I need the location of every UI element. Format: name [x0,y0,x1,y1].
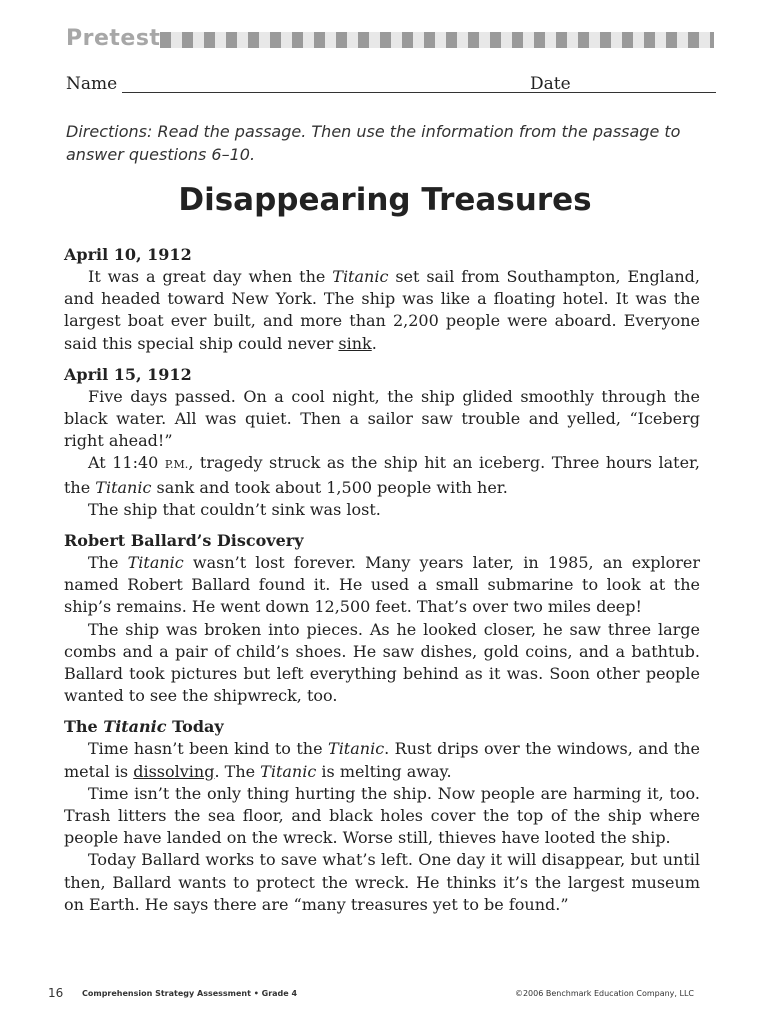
date-label: Date [530,74,571,94]
checker-bar [160,32,714,48]
section-heading: April 15, 1912 [64,364,192,384]
paragraph: The Titanic wasn’t lost forever. Many years later, in 1985, an explorer named Robert Ballard found it. He used a small submarine to look at the ship’s remains. He went down 12,500 feet. That’s over two miles deep! [64,553,700,617]
vocab-sink: sink [338,333,372,353]
name-field[interactable] [122,92,590,93]
name-date-row [66,74,716,100]
paragraph: Time hasn’t been kind to the Titanic. Rust drips over the windows, and the metal is dissolving. The Titanic is melting away. [64,739,700,781]
paragraph: Today Ballard works to save what’s left. One day it will disappear, but until then, Ballard wants to protect the wreck. He thinks it’s the largest museum on Earth. He says there are “many treasures yet to be found.” [64,850,700,914]
paragraph: Time isn’t the only thing hurting the ship. Now people are harming it, too. Trash litters the sea floor, and black holes cover the top of the ship where people have landed on the wreck. Worse still, thieves have looted the ship. [64,783,700,848]
book-title: Comprehension Strategy Assessment • Grade 4 [82,989,298,998]
page-number: 16 [48,986,64,1000]
pretest-label: Pretest [66,26,161,51]
section-heading: April 10, 1912 [64,245,192,264]
paragraph: The ship that couldn’t sink was lost. [88,499,381,519]
copyright: ©2006 Benchmark Education Company, LLC [514,989,694,998]
paragraph: Five days passed. On a cool night, the ship glided smoothly through the black water. All was quiet. Then a sailor saw trouble and yelled, “Iceberg right ahead!” [64,386,700,451]
passage [64,244,700,925]
paragraph: The ship was broken into pieces. As he looked closer, he saw three large combs and a pair of child’s shoes. He saw dishes, gold coins, and a bathtub. Ballard took pictures but left everything behind as it was. Soon other people wanted to see the shipwreck, too. [64,619,700,706]
paragraph: At 11:40 P.M., tragedy struck as the ship hit an iceberg. Three hours later, the Titanic sank and took about 1,500 people with her. [64,453,701,497]
page-footer [48,988,708,1002]
section-titanic-today [64,716,700,916]
section-heading: Robert Ballard’s Discovery [64,531,304,551]
passage-title: Disappearing Treasures [178,182,592,218]
vocab-dissolving: dissolving [133,761,215,781]
date-field[interactable] [576,92,716,93]
pretest-header [66,26,714,52]
directions-text: Directions: Read the passage. Then use the information from the passage to answer questions 6–10. [66,122,681,164]
name-label: Name [66,74,118,94]
section-ballard-discovery [64,530,700,707]
section-april-15 [64,364,700,521]
section-april-10 [64,244,700,355]
section-heading: The Titanic Today [64,717,224,737]
paragraph: It was a great day when the Titanic set sail from Southampton, England, and headed toward New York. The ship was like a floating hotel. It was the largest boat ever built, and more than 2,200 people were aboard. Everyone said this special ship could never sink. [64,267,700,353]
